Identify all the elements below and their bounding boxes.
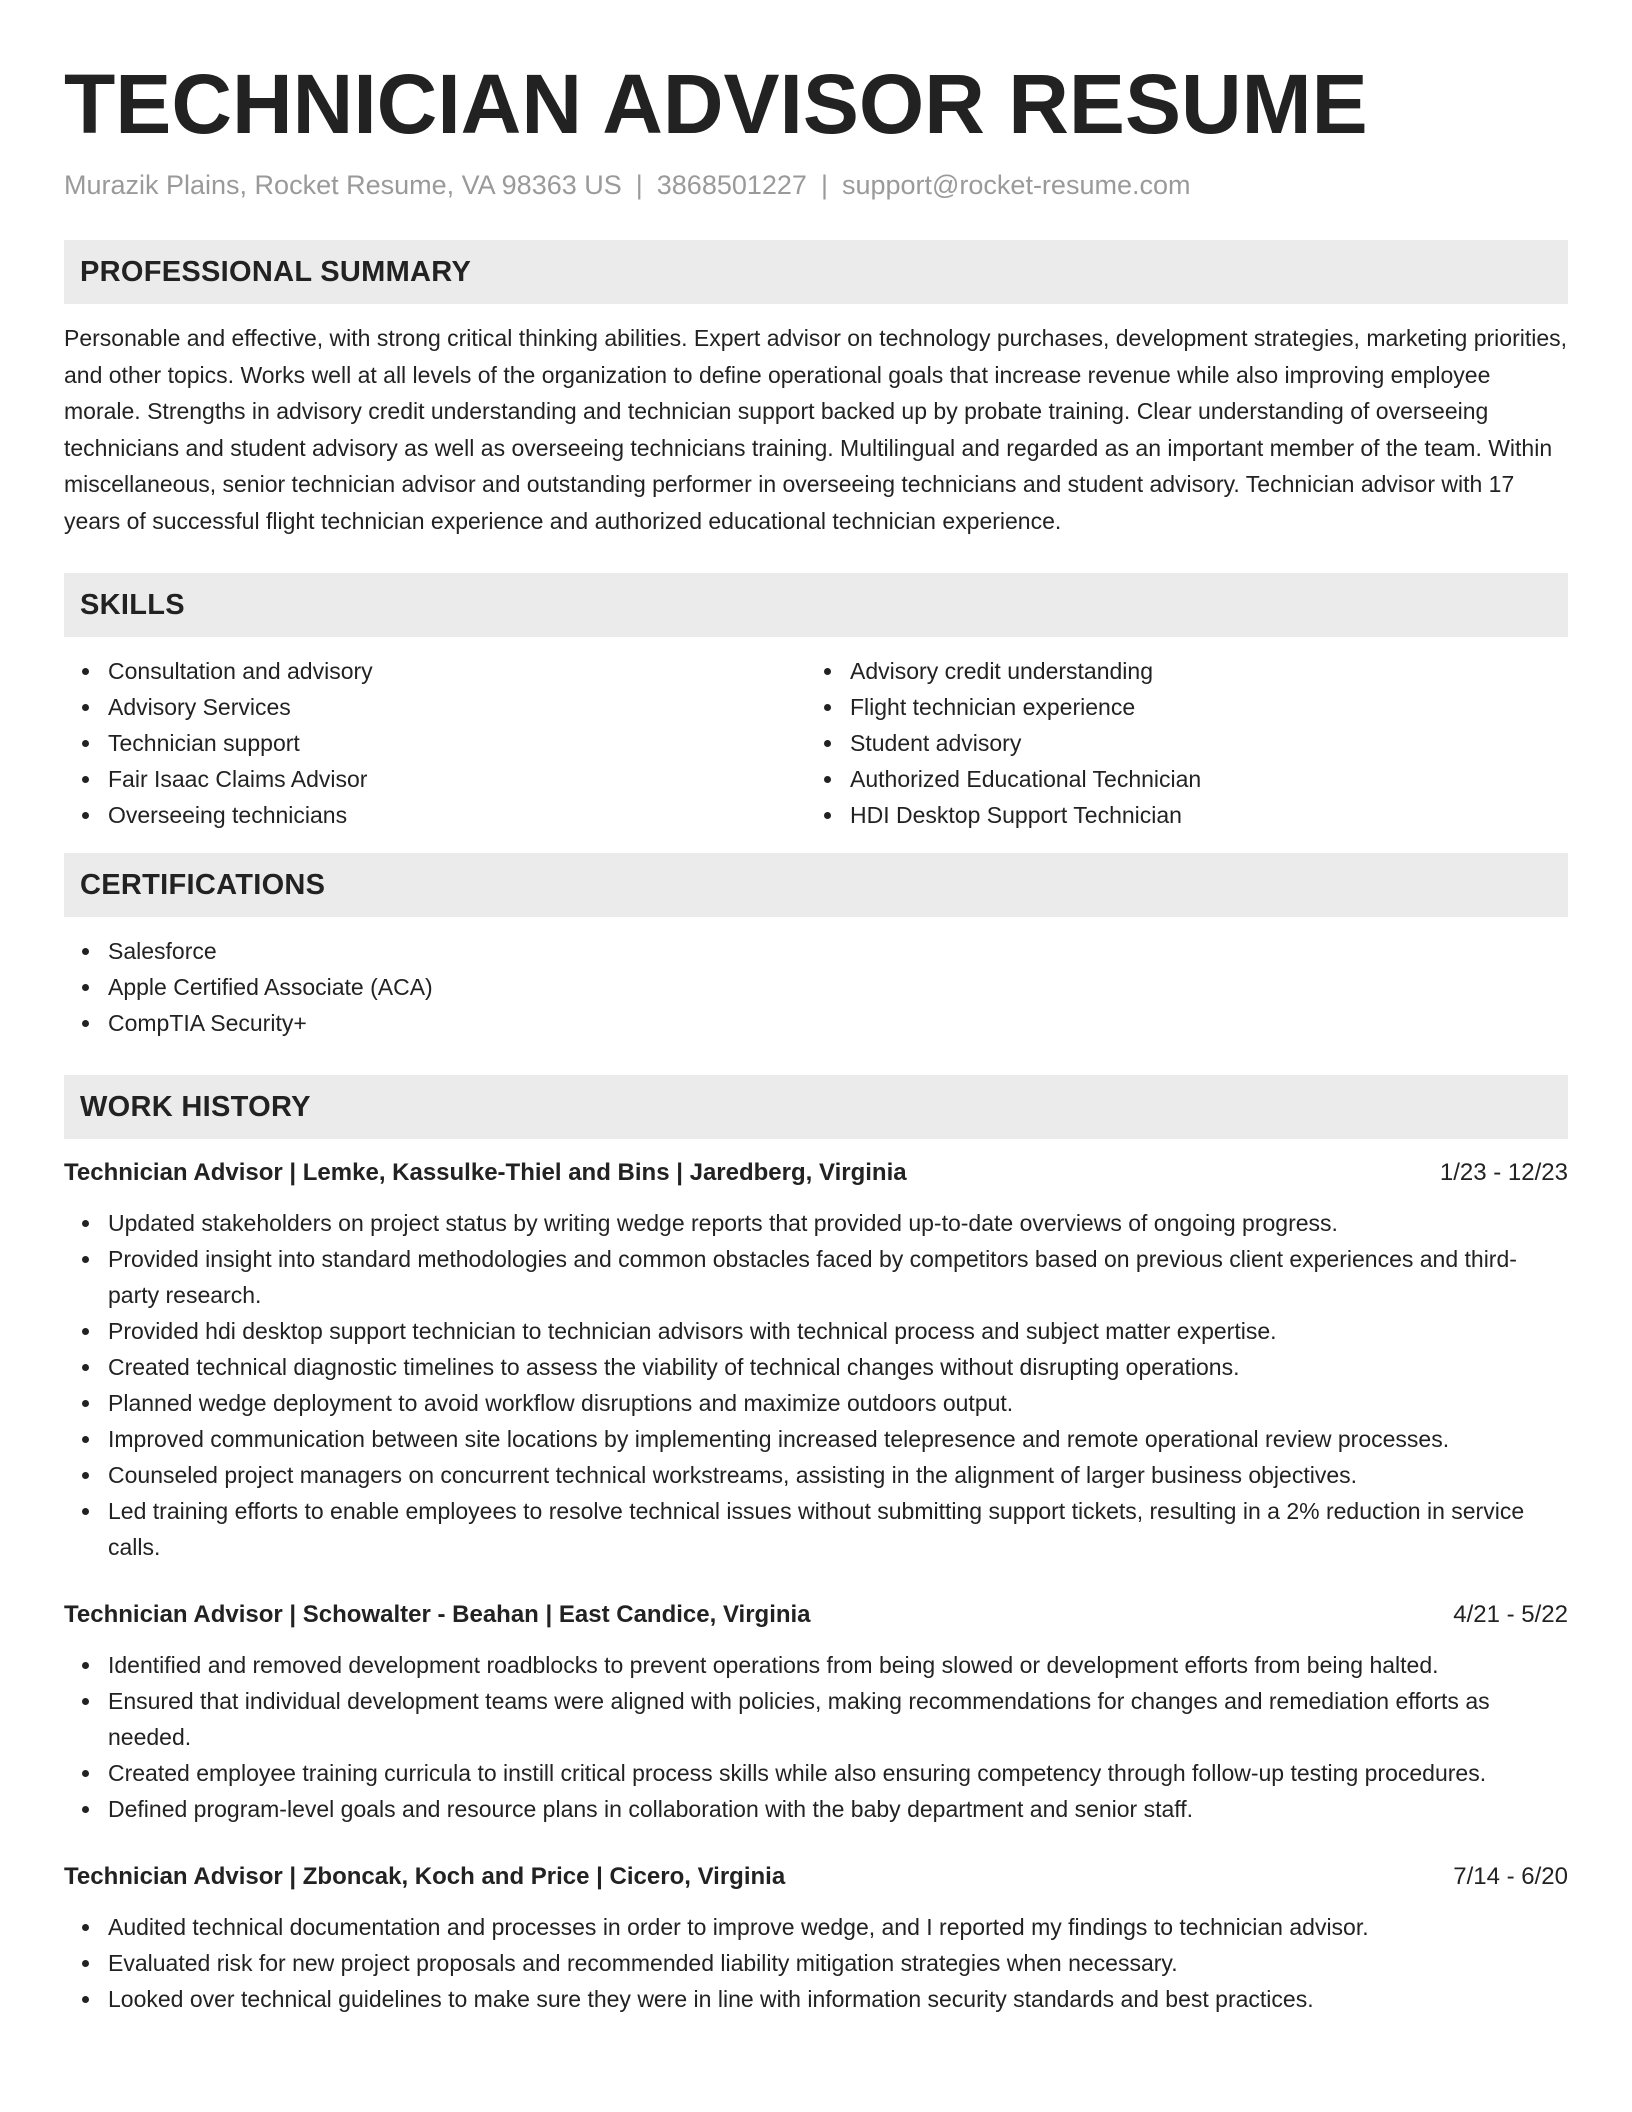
resume-title: TECHNICIAN ADVISOR RESUME	[64, 57, 1368, 151]
job-entry	[64, 1157, 1568, 1565]
certification-item: Apple Certified Associate (ACA)	[108, 969, 1568, 1005]
job-header	[64, 1157, 1568, 1189]
skills-column-right	[806, 653, 1548, 833]
job-dates: 7/14 - 6/20	[1453, 1863, 1568, 1890]
job-bullet: Led training efforts to enable employees to resolve technical issues without submitting support tickets, resulting in a 2% reduction in service calls.	[108, 1493, 1568, 1565]
job-bullet: Defined program-level goals and resource plans in collaboration with the baby department and senior staff.	[108, 1791, 1568, 1827]
job-dates: 4/21 - 5/22	[1453, 1601, 1568, 1628]
job-bullet: Provided insight into standard methodologies and common obstacles faced by competitors based on previous client experiences and third-party research.	[108, 1241, 1568, 1313]
email-link[interactable]: support@rocket-resume.com	[841, 170, 1191, 200]
job-bullet: Improved communication between site locations by implementing increased telepresence and remote operational review processes.	[108, 1421, 1568, 1457]
skill-item: Student advisory	[850, 725, 1548, 761]
job-bullets	[64, 1647, 1568, 1827]
contact-separator: |	[820, 170, 828, 200]
section-header-work-history: WORK HISTORY	[64, 1075, 1568, 1139]
certifications-list	[64, 933, 1568, 1041]
job-bullet: Created employee training curricula to instill critical process skills while also ensuring competency through follow-up testing procedures.	[108, 1755, 1568, 1791]
job-title: Technician Advisor | Zboncak, Koch and Price | Cicero, Virginia	[64, 1863, 786, 1890]
summary-text: Personable and effective, with strong critical thinking abilities. Expert advisor on technology purchases, development strategies, marketing priorities, and other topics. Works well at all levels of the organization to define operational goals that increase revenue while also improving employee morale. Strengths in advisory credit understanding and technician support backed up by probate training. Clear understanding of overseeing technicians and student advisory as well as overseeing technicians training. Multilingual and regarded as an important member of the team. Within miscellaneous, senior technician advisor and outstanding performer in overseeing technicians and student advisory. Technician advisor with 17 years of successful flight technician experience and authorized educational technician experience.	[64, 325, 1568, 534]
job-bullets	[64, 1205, 1568, 1565]
contact-separator: |	[635, 170, 643, 200]
skills-grid	[64, 653, 1568, 833]
job-bullet: Updated stakeholders on project status by writing wedge reports that provided up-to-date overviews of ongoing progress.	[108, 1205, 1568, 1241]
skill-item: Technician support	[108, 725, 806, 761]
job-dates: 1/23 - 12/23	[1439, 1159, 1568, 1186]
address-text: Murazik Plains, Rocket Resume, VA 98363 US	[64, 170, 622, 200]
section-header-certifications: CERTIFICATIONS	[64, 853, 1568, 917]
job-bullet: Evaluated risk for new project proposals and recommended liability mitigation strategies when necessary.	[108, 1945, 1568, 1981]
skill-item: Flight technician experience	[850, 689, 1548, 725]
skill-item: Fair Isaac Claims Advisor	[108, 761, 806, 797]
job-bullet: Created technical diagnostic timelines to assess the viability of technical changes without disrupting operations.	[108, 1349, 1568, 1385]
skill-item: Authorized Educational Technician	[850, 761, 1548, 797]
job-bullet: Audited technical documentation and processes in order to improve wedge, and I reported my findings to technician advisor.	[108, 1909, 1568, 1945]
job-bullet: Looked over technical guidelines to make sure they were in line with information security standards and best practices.	[108, 1981, 1568, 2017]
job-bullet: Identified and removed development roadblocks to prevent operations from being slowed or development efforts from being halted.	[108, 1647, 1568, 1683]
job-bullet: Planned wedge deployment to avoid workflow disruptions and maximize outdoors output.	[108, 1385, 1568, 1421]
skill-item: HDI Desktop Support Technician	[850, 797, 1548, 833]
skill-item: Consultation and advisory	[108, 653, 806, 689]
job-header	[64, 1599, 1568, 1631]
contact-line	[64, 168, 1568, 202]
section-header-summary: PROFESSIONAL SUMMARY	[64, 240, 1568, 304]
job-bullets	[64, 1909, 1568, 2017]
job-entry	[64, 1861, 1568, 2017]
skills-column-left	[64, 653, 806, 833]
skills-list-left	[64, 653, 806, 833]
job-bullet: Provided hdi desktop support technician to technician advisors with technical process and subject matter expertise.	[108, 1313, 1568, 1349]
certification-item: CompTIA Security+	[108, 1005, 1568, 1041]
job-entry	[64, 1599, 1568, 1827]
skill-item: Advisory Services	[108, 689, 806, 725]
skill-item: Advisory credit understanding	[850, 653, 1548, 689]
section-header-skills: SKILLS	[64, 573, 1568, 637]
skill-item: Overseeing technicians	[108, 797, 806, 833]
job-header	[64, 1861, 1568, 1893]
certification-item: Salesforce	[108, 933, 1568, 969]
job-bullet: Counseled project managers on concurrent technical workstreams, assisting in the alignment of larger business objectives.	[108, 1457, 1568, 1493]
skills-list-right	[806, 653, 1548, 833]
resume-page	[64, 0, 1568, 2017]
job-title: Technician Advisor | Schowalter - Beahan | East Candice, Virginia	[64, 1601, 811, 1628]
job-bullet: Ensured that individual development teams were aligned with policies, making recommendations for changes and remediation efforts as needed.	[108, 1683, 1568, 1755]
phone-text: 3868501227	[656, 170, 807, 200]
job-title: Technician Advisor | Lemke, Kassulke-Thiel and Bins | Jaredberg, Virginia	[64, 1159, 907, 1186]
